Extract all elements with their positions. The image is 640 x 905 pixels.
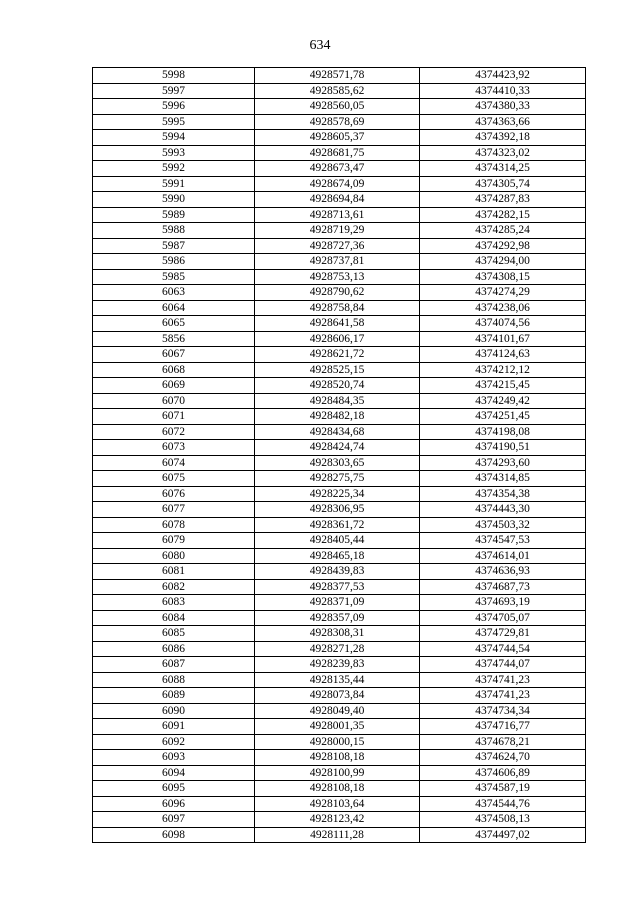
point-number-cell: 5992 bbox=[93, 161, 255, 177]
coordinates-table-body bbox=[93, 68, 586, 843]
point-number-cell: 6064 bbox=[93, 300, 255, 316]
y-coordinate-cell: 4374744,54 bbox=[420, 641, 586, 657]
x-coordinate-cell: 4928641,58 bbox=[255, 316, 420, 332]
table-row bbox=[93, 424, 586, 440]
table-row bbox=[93, 238, 586, 254]
x-coordinate-cell: 4928001,35 bbox=[255, 719, 420, 735]
point-number-cell: 5986 bbox=[93, 254, 255, 270]
point-number-cell: 6076 bbox=[93, 486, 255, 502]
table-row bbox=[93, 316, 586, 332]
y-coordinate-cell: 4374308,15 bbox=[420, 269, 586, 285]
table-row bbox=[93, 83, 586, 99]
point-number-cell: 6083 bbox=[93, 595, 255, 611]
point-number-cell: 6088 bbox=[93, 672, 255, 688]
point-number-cell: 5995 bbox=[93, 114, 255, 130]
y-coordinate-cell: 4374705,07 bbox=[420, 610, 586, 626]
x-coordinate-cell: 4928673,47 bbox=[255, 161, 420, 177]
x-coordinate-cell: 4928578,69 bbox=[255, 114, 420, 130]
table-row bbox=[93, 393, 586, 409]
x-coordinate-cell: 4928100,99 bbox=[255, 765, 420, 781]
table-row bbox=[93, 812, 586, 828]
point-number-cell: 6074 bbox=[93, 455, 255, 471]
y-coordinate-cell: 4374392,18 bbox=[420, 130, 586, 146]
point-number-cell: 6084 bbox=[93, 610, 255, 626]
y-coordinate-cell: 4374294,00 bbox=[420, 254, 586, 270]
y-coordinate-cell: 4374354,38 bbox=[420, 486, 586, 502]
point-number-cell: 6080 bbox=[93, 548, 255, 564]
coordinates-table bbox=[92, 67, 586, 843]
x-coordinate-cell: 4928713,61 bbox=[255, 207, 420, 223]
y-coordinate-cell: 4374251,45 bbox=[420, 409, 586, 425]
y-coordinate-cell: 4374508,13 bbox=[420, 812, 586, 828]
x-coordinate-cell: 4928377,53 bbox=[255, 579, 420, 595]
x-coordinate-cell: 4928439,83 bbox=[255, 564, 420, 580]
table-row bbox=[93, 595, 586, 611]
y-coordinate-cell: 4374741,23 bbox=[420, 688, 586, 704]
y-coordinate-cell: 4374124,63 bbox=[420, 347, 586, 363]
y-coordinate-cell: 4374363,66 bbox=[420, 114, 586, 130]
y-coordinate-cell: 4374410,33 bbox=[420, 83, 586, 99]
x-coordinate-cell: 4928434,68 bbox=[255, 424, 420, 440]
table-row bbox=[93, 68, 586, 84]
point-number-cell: 6090 bbox=[93, 703, 255, 719]
table-row bbox=[93, 486, 586, 502]
y-coordinate-cell: 4374678,21 bbox=[420, 734, 586, 750]
y-coordinate-cell: 4374074,56 bbox=[420, 316, 586, 332]
point-number-cell: 5991 bbox=[93, 176, 255, 192]
point-number-cell: 6078 bbox=[93, 517, 255, 533]
x-coordinate-cell: 4928271,28 bbox=[255, 641, 420, 657]
table-row bbox=[93, 440, 586, 456]
y-coordinate-cell: 4374547,53 bbox=[420, 533, 586, 549]
table-row bbox=[93, 269, 586, 285]
y-coordinate-cell: 4374729,81 bbox=[420, 626, 586, 642]
table-row bbox=[93, 223, 586, 239]
x-coordinate-cell: 4928275,75 bbox=[255, 471, 420, 487]
y-coordinate-cell: 4374587,19 bbox=[420, 781, 586, 797]
table-row bbox=[93, 300, 586, 316]
x-coordinate-cell: 4928371,09 bbox=[255, 595, 420, 611]
table-row bbox=[93, 378, 586, 394]
table-row bbox=[93, 548, 586, 564]
table-row bbox=[93, 362, 586, 378]
table-row bbox=[93, 750, 586, 766]
y-coordinate-cell: 4374282,15 bbox=[420, 207, 586, 223]
table-row bbox=[93, 703, 586, 719]
y-coordinate-cell: 4374323,02 bbox=[420, 145, 586, 161]
x-coordinate-cell: 4928520,74 bbox=[255, 378, 420, 394]
point-number-cell: 5998 bbox=[93, 68, 255, 84]
x-coordinate-cell: 4928694,84 bbox=[255, 192, 420, 208]
page-number: 634 bbox=[309, 38, 331, 53]
y-coordinate-cell: 4374287,83 bbox=[420, 192, 586, 208]
point-number-cell: 6087 bbox=[93, 657, 255, 673]
table-row bbox=[93, 796, 586, 812]
table-row bbox=[93, 688, 586, 704]
y-coordinate-cell: 4374606,89 bbox=[420, 765, 586, 781]
y-coordinate-cell: 4374716,77 bbox=[420, 719, 586, 735]
x-coordinate-cell: 4928482,18 bbox=[255, 409, 420, 425]
y-coordinate-cell: 4374274,29 bbox=[420, 285, 586, 301]
y-coordinate-cell: 4374734,34 bbox=[420, 703, 586, 719]
point-number-cell: 5996 bbox=[93, 99, 255, 115]
point-number-cell: 6072 bbox=[93, 424, 255, 440]
table-row bbox=[93, 455, 586, 471]
table-row bbox=[93, 99, 586, 115]
x-coordinate-cell: 4928049,40 bbox=[255, 703, 420, 719]
y-coordinate-cell: 4374198,08 bbox=[420, 424, 586, 440]
point-number-cell: 6065 bbox=[93, 316, 255, 332]
x-coordinate-cell: 4928681,75 bbox=[255, 145, 420, 161]
x-coordinate-cell: 4928606,17 bbox=[255, 331, 420, 347]
point-number-cell: 6098 bbox=[93, 827, 255, 843]
x-coordinate-cell: 4928621,72 bbox=[255, 347, 420, 363]
x-coordinate-cell: 4928790,62 bbox=[255, 285, 420, 301]
table-row bbox=[93, 161, 586, 177]
point-number-cell: 5987 bbox=[93, 238, 255, 254]
table-row bbox=[93, 672, 586, 688]
y-coordinate-cell: 4374741,23 bbox=[420, 672, 586, 688]
x-coordinate-cell: 4928727,36 bbox=[255, 238, 420, 254]
table-row bbox=[93, 145, 586, 161]
x-coordinate-cell: 4928306,95 bbox=[255, 502, 420, 518]
table-row bbox=[93, 564, 586, 580]
point-number-cell: 6069 bbox=[93, 378, 255, 394]
point-number-cell: 6070 bbox=[93, 393, 255, 409]
x-coordinate-cell: 4928361,72 bbox=[255, 517, 420, 533]
y-coordinate-cell: 4374443,30 bbox=[420, 502, 586, 518]
x-coordinate-cell: 4928225,34 bbox=[255, 486, 420, 502]
y-coordinate-cell: 4374293,60 bbox=[420, 455, 586, 471]
table-row bbox=[93, 579, 586, 595]
table-row bbox=[93, 657, 586, 673]
point-number-cell: 6092 bbox=[93, 734, 255, 750]
table-row bbox=[93, 130, 586, 146]
table-row bbox=[93, 285, 586, 301]
point-number-cell: 5994 bbox=[93, 130, 255, 146]
table-row bbox=[93, 641, 586, 657]
y-coordinate-cell: 4374744,07 bbox=[420, 657, 586, 673]
table-row bbox=[93, 254, 586, 270]
table-row bbox=[93, 409, 586, 425]
point-number-cell: 5993 bbox=[93, 145, 255, 161]
x-coordinate-cell: 4928073,84 bbox=[255, 688, 420, 704]
table-row bbox=[93, 114, 586, 130]
point-number-cell: 6086 bbox=[93, 641, 255, 657]
table-row bbox=[93, 207, 586, 223]
y-coordinate-cell: 4374314,25 bbox=[420, 161, 586, 177]
x-coordinate-cell: 4928303,65 bbox=[255, 455, 420, 471]
x-coordinate-cell: 4928753,13 bbox=[255, 269, 420, 285]
x-coordinate-cell: 4928719,29 bbox=[255, 223, 420, 239]
point-number-cell: 5989 bbox=[93, 207, 255, 223]
x-coordinate-cell: 4928585,62 bbox=[255, 83, 420, 99]
table-row bbox=[93, 533, 586, 549]
point-number-cell: 6093 bbox=[93, 750, 255, 766]
y-coordinate-cell: 4374636,93 bbox=[420, 564, 586, 580]
table-row bbox=[93, 719, 586, 735]
point-number-cell: 6091 bbox=[93, 719, 255, 735]
x-coordinate-cell: 4928135,44 bbox=[255, 672, 420, 688]
x-coordinate-cell: 4928111,28 bbox=[255, 827, 420, 843]
x-coordinate-cell: 4928308,31 bbox=[255, 626, 420, 642]
point-number-cell: 6081 bbox=[93, 564, 255, 580]
x-coordinate-cell: 4928108,18 bbox=[255, 781, 420, 797]
point-number-cell: 5988 bbox=[93, 223, 255, 239]
x-coordinate-cell: 4928605,37 bbox=[255, 130, 420, 146]
table-row bbox=[93, 192, 586, 208]
y-coordinate-cell: 4374693,19 bbox=[420, 595, 586, 611]
x-coordinate-cell: 4928484,35 bbox=[255, 393, 420, 409]
y-coordinate-cell: 4374624,70 bbox=[420, 750, 586, 766]
x-coordinate-cell: 4928571,78 bbox=[255, 68, 420, 84]
table-row bbox=[93, 765, 586, 781]
point-number-cell: 6063 bbox=[93, 285, 255, 301]
x-coordinate-cell: 4928424,74 bbox=[255, 440, 420, 456]
point-number-cell: 6067 bbox=[93, 347, 255, 363]
y-coordinate-cell: 4374215,45 bbox=[420, 378, 586, 394]
point-number-cell: 6077 bbox=[93, 502, 255, 518]
point-number-cell: 5997 bbox=[93, 83, 255, 99]
point-number-cell: 6089 bbox=[93, 688, 255, 704]
point-number-cell: 5856 bbox=[93, 331, 255, 347]
y-coordinate-cell: 4374614,01 bbox=[420, 548, 586, 564]
point-number-cell: 6073 bbox=[93, 440, 255, 456]
y-coordinate-cell: 4374544,76 bbox=[420, 796, 586, 812]
x-coordinate-cell: 4928123,42 bbox=[255, 812, 420, 828]
x-coordinate-cell: 4928108,18 bbox=[255, 750, 420, 766]
y-coordinate-cell: 4374292,98 bbox=[420, 238, 586, 254]
point-number-cell: 6085 bbox=[93, 626, 255, 642]
point-number-cell: 5990 bbox=[93, 192, 255, 208]
y-coordinate-cell: 4374190,51 bbox=[420, 440, 586, 456]
point-number-cell: 6071 bbox=[93, 409, 255, 425]
x-coordinate-cell: 4928560,05 bbox=[255, 99, 420, 115]
x-coordinate-cell: 4928357,09 bbox=[255, 610, 420, 626]
table-row bbox=[93, 626, 586, 642]
table-row bbox=[93, 734, 586, 750]
y-coordinate-cell: 4374305,74 bbox=[420, 176, 586, 192]
point-number-cell: 6096 bbox=[93, 796, 255, 812]
y-coordinate-cell: 4374101,67 bbox=[420, 331, 586, 347]
table-row bbox=[93, 781, 586, 797]
x-coordinate-cell: 4928758,84 bbox=[255, 300, 420, 316]
point-number-cell: 6094 bbox=[93, 765, 255, 781]
table-row bbox=[93, 610, 586, 626]
point-number-cell: 6075 bbox=[93, 471, 255, 487]
point-number-cell: 6095 bbox=[93, 781, 255, 797]
y-coordinate-cell: 4374212,12 bbox=[420, 362, 586, 378]
y-coordinate-cell: 4374314,85 bbox=[420, 471, 586, 487]
y-coordinate-cell: 4374687,73 bbox=[420, 579, 586, 595]
table-row bbox=[93, 176, 586, 192]
y-coordinate-cell: 4374423,92 bbox=[420, 68, 586, 84]
point-number-cell: 5985 bbox=[93, 269, 255, 285]
table-row bbox=[93, 827, 586, 843]
x-coordinate-cell: 4928525,15 bbox=[255, 362, 420, 378]
table-row bbox=[93, 502, 586, 518]
table-row bbox=[93, 471, 586, 487]
x-coordinate-cell: 4928000,15 bbox=[255, 734, 420, 750]
x-coordinate-cell: 4928737,81 bbox=[255, 254, 420, 270]
y-coordinate-cell: 4374238,06 bbox=[420, 300, 586, 316]
y-coordinate-cell: 4374285,24 bbox=[420, 223, 586, 239]
y-coordinate-cell: 4374380,33 bbox=[420, 99, 586, 115]
point-number-cell: 6068 bbox=[93, 362, 255, 378]
y-coordinate-cell: 4374249,42 bbox=[420, 393, 586, 409]
x-coordinate-cell: 4928465,18 bbox=[255, 548, 420, 564]
table-row bbox=[93, 517, 586, 533]
point-number-cell: 6097 bbox=[93, 812, 255, 828]
y-coordinate-cell: 4374503,32 bbox=[420, 517, 586, 533]
x-coordinate-cell: 4928405,44 bbox=[255, 533, 420, 549]
y-coordinate-cell: 4374497,02 bbox=[420, 827, 586, 843]
point-number-cell: 6079 bbox=[93, 533, 255, 549]
x-coordinate-cell: 4928103,64 bbox=[255, 796, 420, 812]
x-coordinate-cell: 4928239,83 bbox=[255, 657, 420, 673]
point-number-cell: 6082 bbox=[93, 579, 255, 595]
table-row bbox=[93, 331, 586, 347]
x-coordinate-cell: 4928674,09 bbox=[255, 176, 420, 192]
table-row bbox=[93, 347, 586, 363]
